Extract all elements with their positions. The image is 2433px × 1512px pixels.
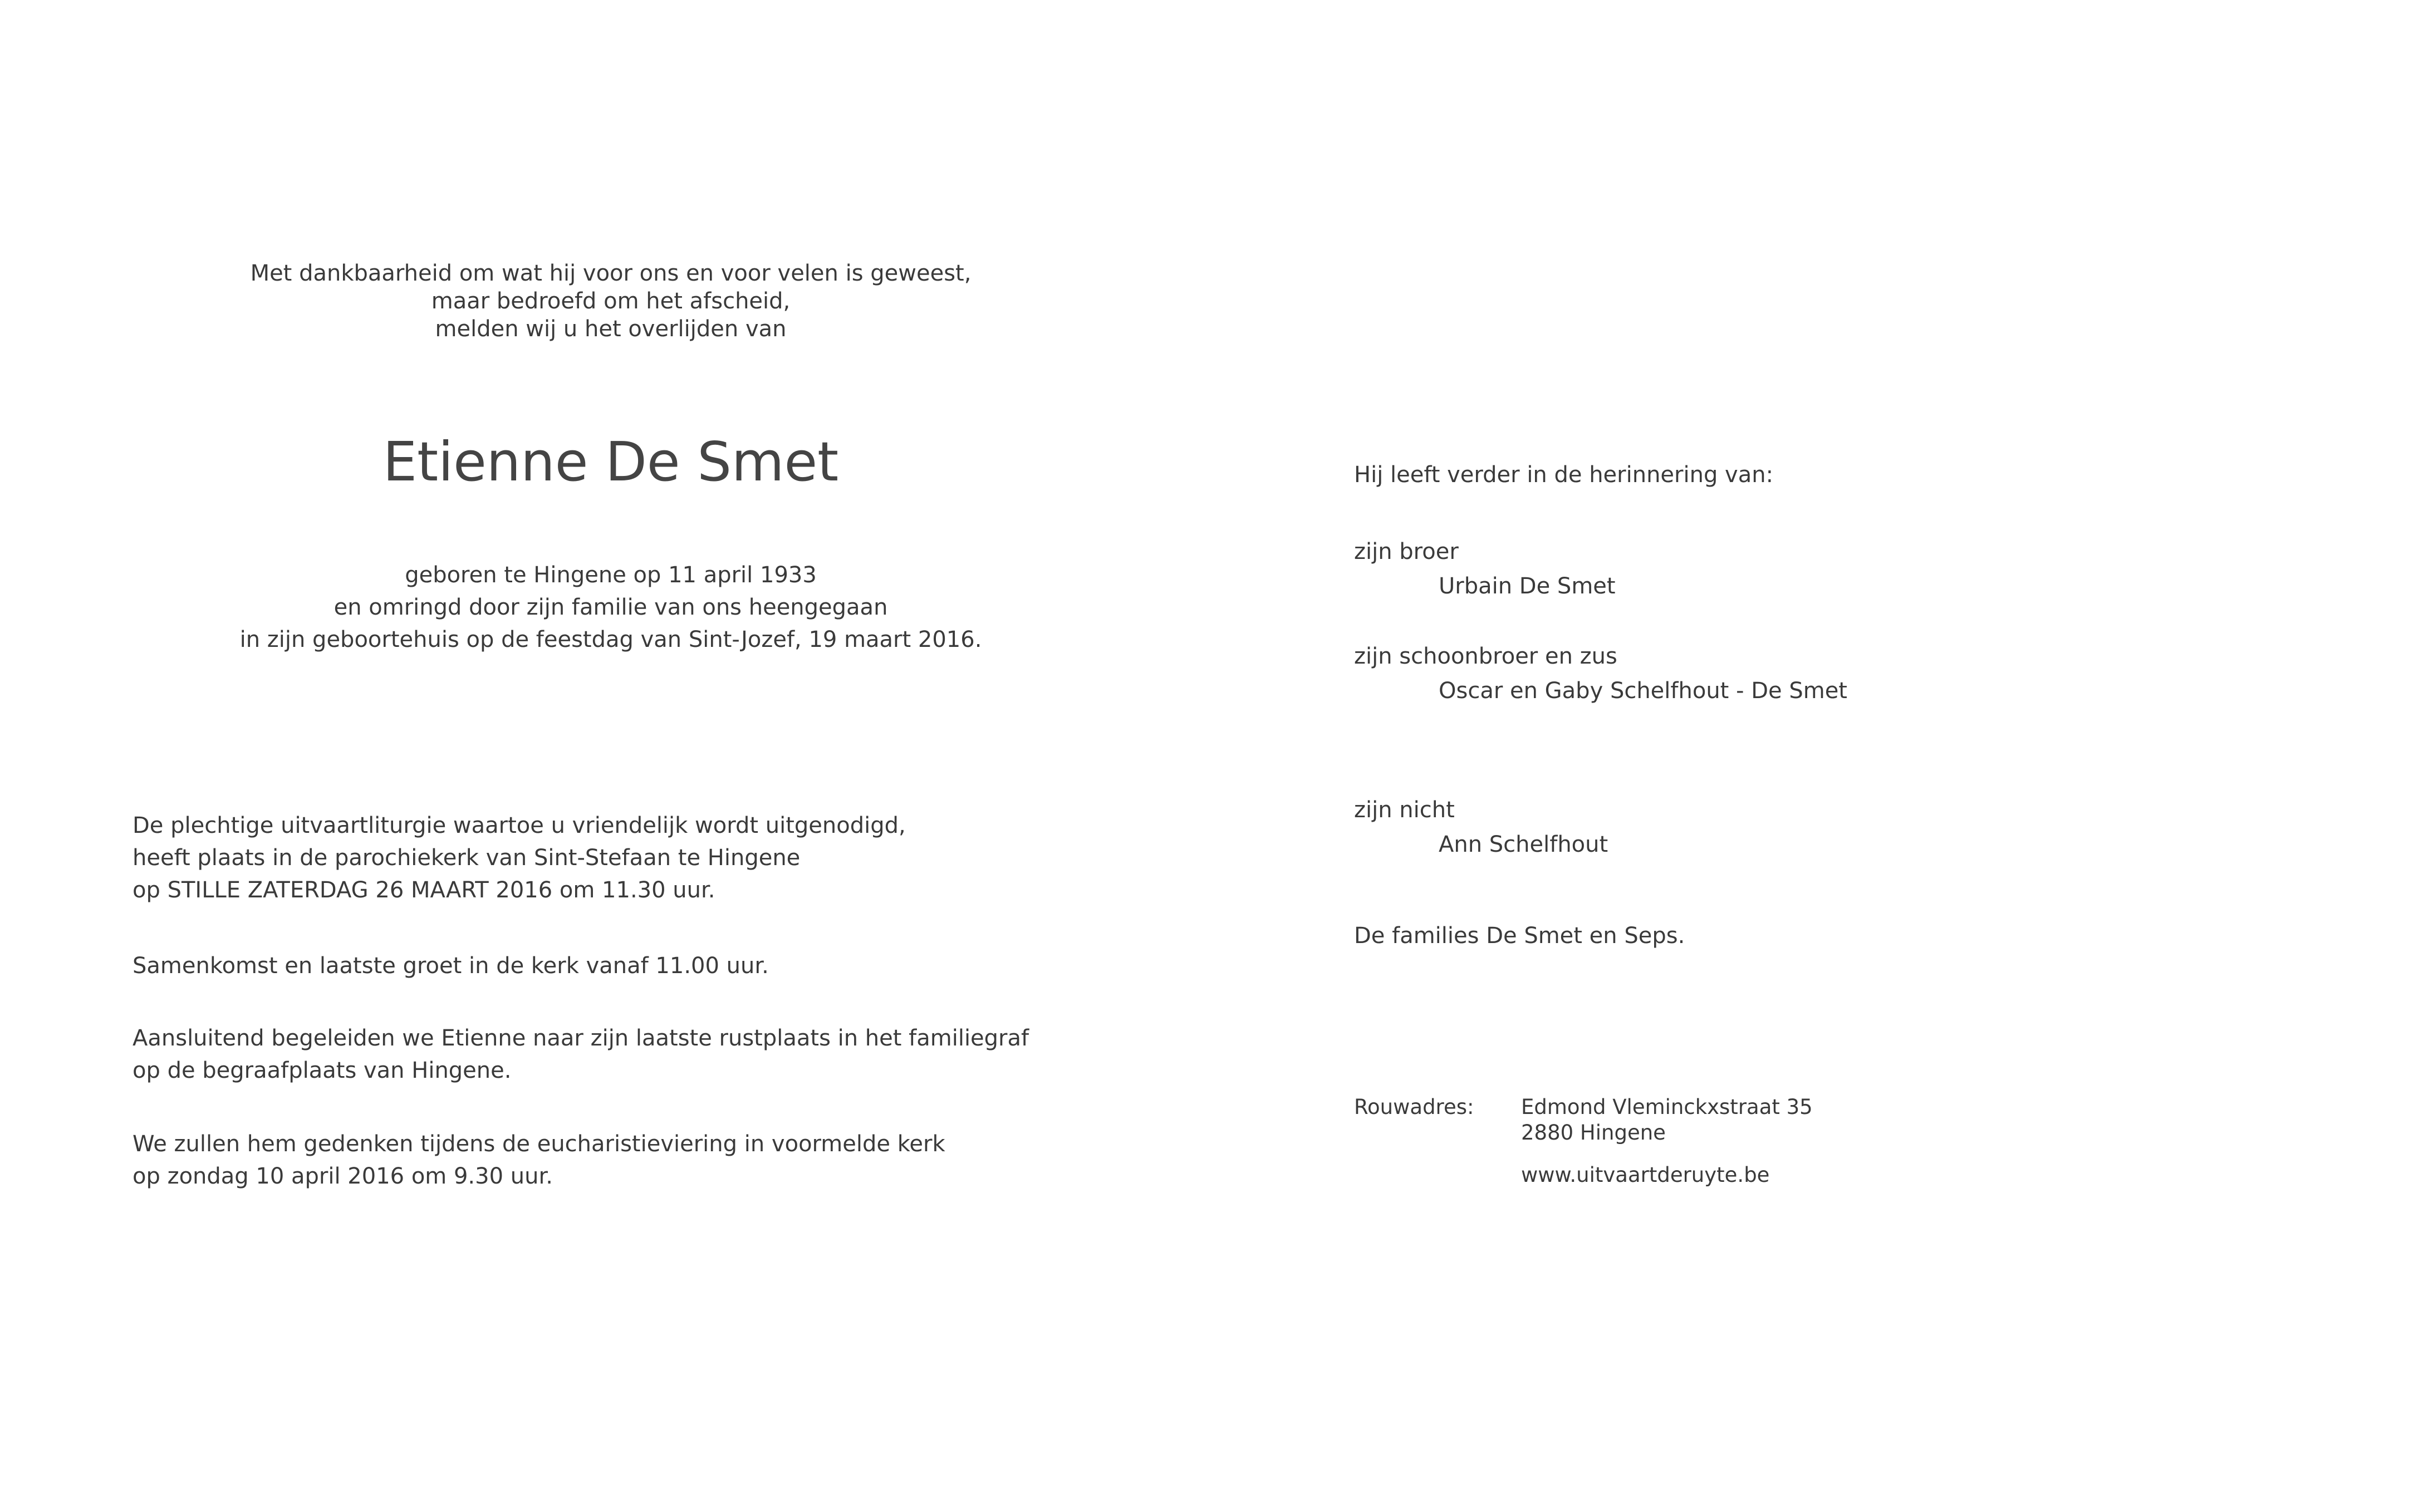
- family-relation: zijn broer: [1354, 539, 1459, 564]
- address-label: Rouwadres:: [1354, 1095, 1474, 1119]
- burial-line: Aansluitend begeleiden we Etienne naar zijn laatste rustplaats in het familiegraf: [133, 1025, 1029, 1051]
- family-relation: zijn schoonbroer en zus: [1354, 644, 1617, 669]
- gathering-paragraph: [133, 950, 1079, 982]
- family-heading: Hij leeft verder in de herinnering van:: [1354, 462, 1774, 488]
- memorial-line: We zullen hem gedenken tijdens de eucharistieviering in voormelde kerk: [133, 1131, 945, 1157]
- memorial-paragraph: [133, 1128, 1079, 1192]
- family-group-niece: [1354, 793, 1608, 862]
- liturgy-paragraph: [133, 809, 1079, 906]
- families-line: De families De Smet en Seps.: [1354, 923, 1685, 949]
- memorial-line: op zondag 10 april 2016 om 9.30 uur.: [133, 1164, 553, 1189]
- intro-line: maar bedroefd om het afscheid,: [431, 288, 791, 314]
- family-relation: zijn nicht: [1354, 797, 1455, 823]
- birth-line: in zijn geboortehuis op de feestdag van Sint-Jozef, 19 maart 2016.: [239, 627, 982, 652]
- liturgy-line: heeft plaats in de parochiekerk van Sint-Stefaan te Hingene: [133, 845, 801, 871]
- deceased-name: Etienne De Smet: [382, 430, 839, 493]
- liturgy-line: op STILLE ZATERDAG 26 MAART 2016 om 11.30 uur.: [133, 877, 715, 903]
- liturgy-line: De plechtige uitvaartliturgie waartoe u vriendelijk wordt uitgenodigd,: [133, 813, 906, 838]
- family-group-in-laws: [1354, 639, 1847, 708]
- family-names: Urbain De Smet: [1439, 573, 1616, 599]
- family-group-brother: [1354, 534, 1616, 603]
- intro-line: melden wij u het overlijden van: [435, 316, 787, 342]
- family-names: Oscar en Gaby Schelfhout - De Smet: [1439, 678, 1847, 704]
- birth-line: en omringd door zijn familie van ons heengegaan: [333, 595, 888, 620]
- intro-text: [134, 259, 1088, 343]
- website-link[interactable]: www.uitvaartderuyte.be: [1521, 1163, 1770, 1187]
- burial-paragraph: [133, 1022, 1079, 1087]
- address-city: 2880 Hingene: [1521, 1121, 1666, 1145]
- address-street: Edmond Vleminckxstraat 35: [1521, 1095, 1813, 1119]
- intro-line: Met dankbaarheid om wat hij voor ons en voor velen is geweest,: [250, 261, 972, 286]
- gathering-line: Samenkomst en laatste groet in de kerk vanaf 11.00 uur.: [133, 953, 769, 979]
- family-names: Ann Schelfhout: [1439, 832, 1608, 857]
- burial-line: op de begraafplaats van Hingene.: [133, 1058, 512, 1083]
- address-block: [1521, 1094, 1813, 1146]
- birth-text: [134, 559, 1088, 656]
- birth-line: geboren te Hingene op 11 april 1933: [405, 562, 817, 588]
